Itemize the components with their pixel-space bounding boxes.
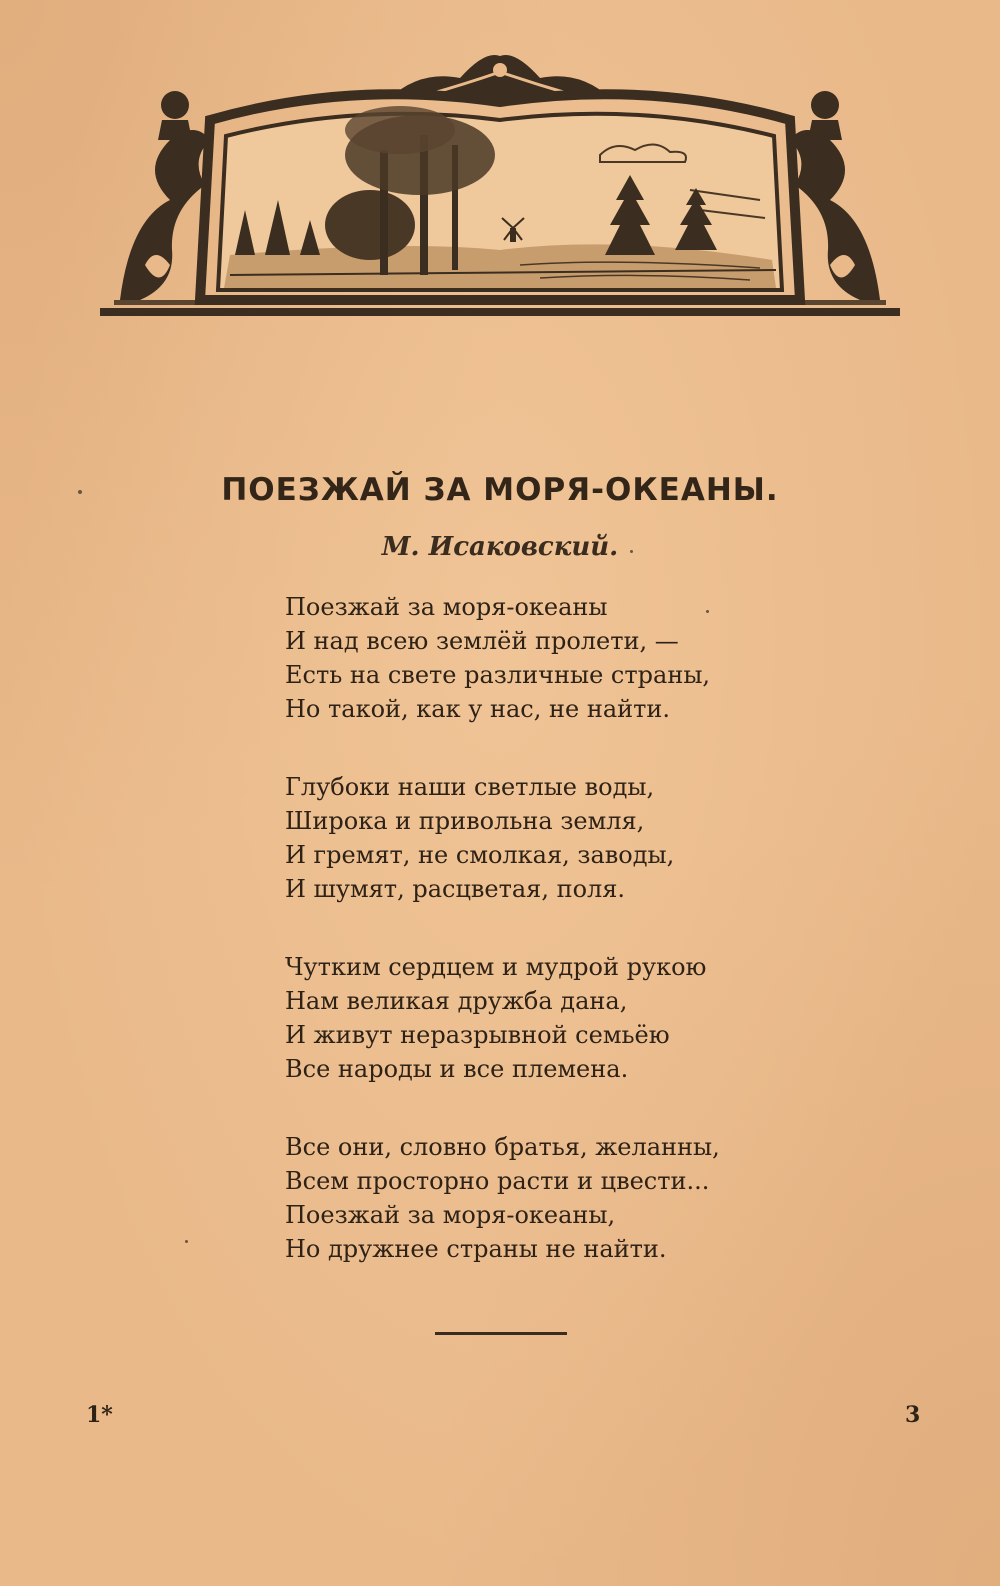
poem-line: Глубоки наши светлые воды, [285, 773, 655, 801]
stanza [285, 950, 805, 1086]
stanza [285, 1130, 805, 1266]
poem-line: И гремят, не смолкая, заводы, [285, 841, 675, 869]
poem-line: Нам великая дружба дана, [285, 987, 628, 1015]
poem-line: Поезжай за моря-океаны, [285, 1201, 616, 1229]
poem-line: И над всею землёй пролети, — [285, 627, 679, 655]
poem-line: Все они, словно братья, желанны, [285, 1133, 720, 1161]
poem-line: Но дружнее страны не найти. [285, 1235, 667, 1263]
poem-line: И живут неразрывной семьёю [285, 1021, 670, 1049]
paper-speck [706, 610, 709, 613]
signature-mark: 1* [86, 1402, 113, 1428]
poem-title: ПОЕЗЖАЙ ЗА МОРЯ-ОКЕАНЫ. [221, 472, 779, 508]
landscape-vignette-icon [100, 50, 900, 325]
poem-line: Но такой, как у нас, не найти. [285, 695, 671, 723]
paper-speck [78, 490, 82, 494]
poem-line: Чутким сердцем и мудрой рукою [285, 953, 707, 981]
stanza [285, 770, 805, 906]
poem-author: М. Исаковский. [381, 532, 619, 562]
page-number: 3 [905, 1402, 921, 1428]
paper-speck [630, 550, 633, 553]
closing-rule [435, 1332, 567, 1335]
poem-line: Есть на свете различные страны, [285, 661, 711, 689]
poem-line: Широка и привольна земля, [285, 807, 645, 835]
poem-line: Всем просторно расти и цвести... [285, 1167, 710, 1195]
paper-speck [185, 1240, 188, 1243]
poem-line: Все народы и все племена. [285, 1055, 629, 1083]
stanza [285, 590, 805, 726]
poem-body [285, 590, 805, 1310]
poem-line: И шумят, расцветая, поля. [285, 875, 626, 903]
poem-line: Поезжай за моря-океаны [285, 593, 608, 621]
